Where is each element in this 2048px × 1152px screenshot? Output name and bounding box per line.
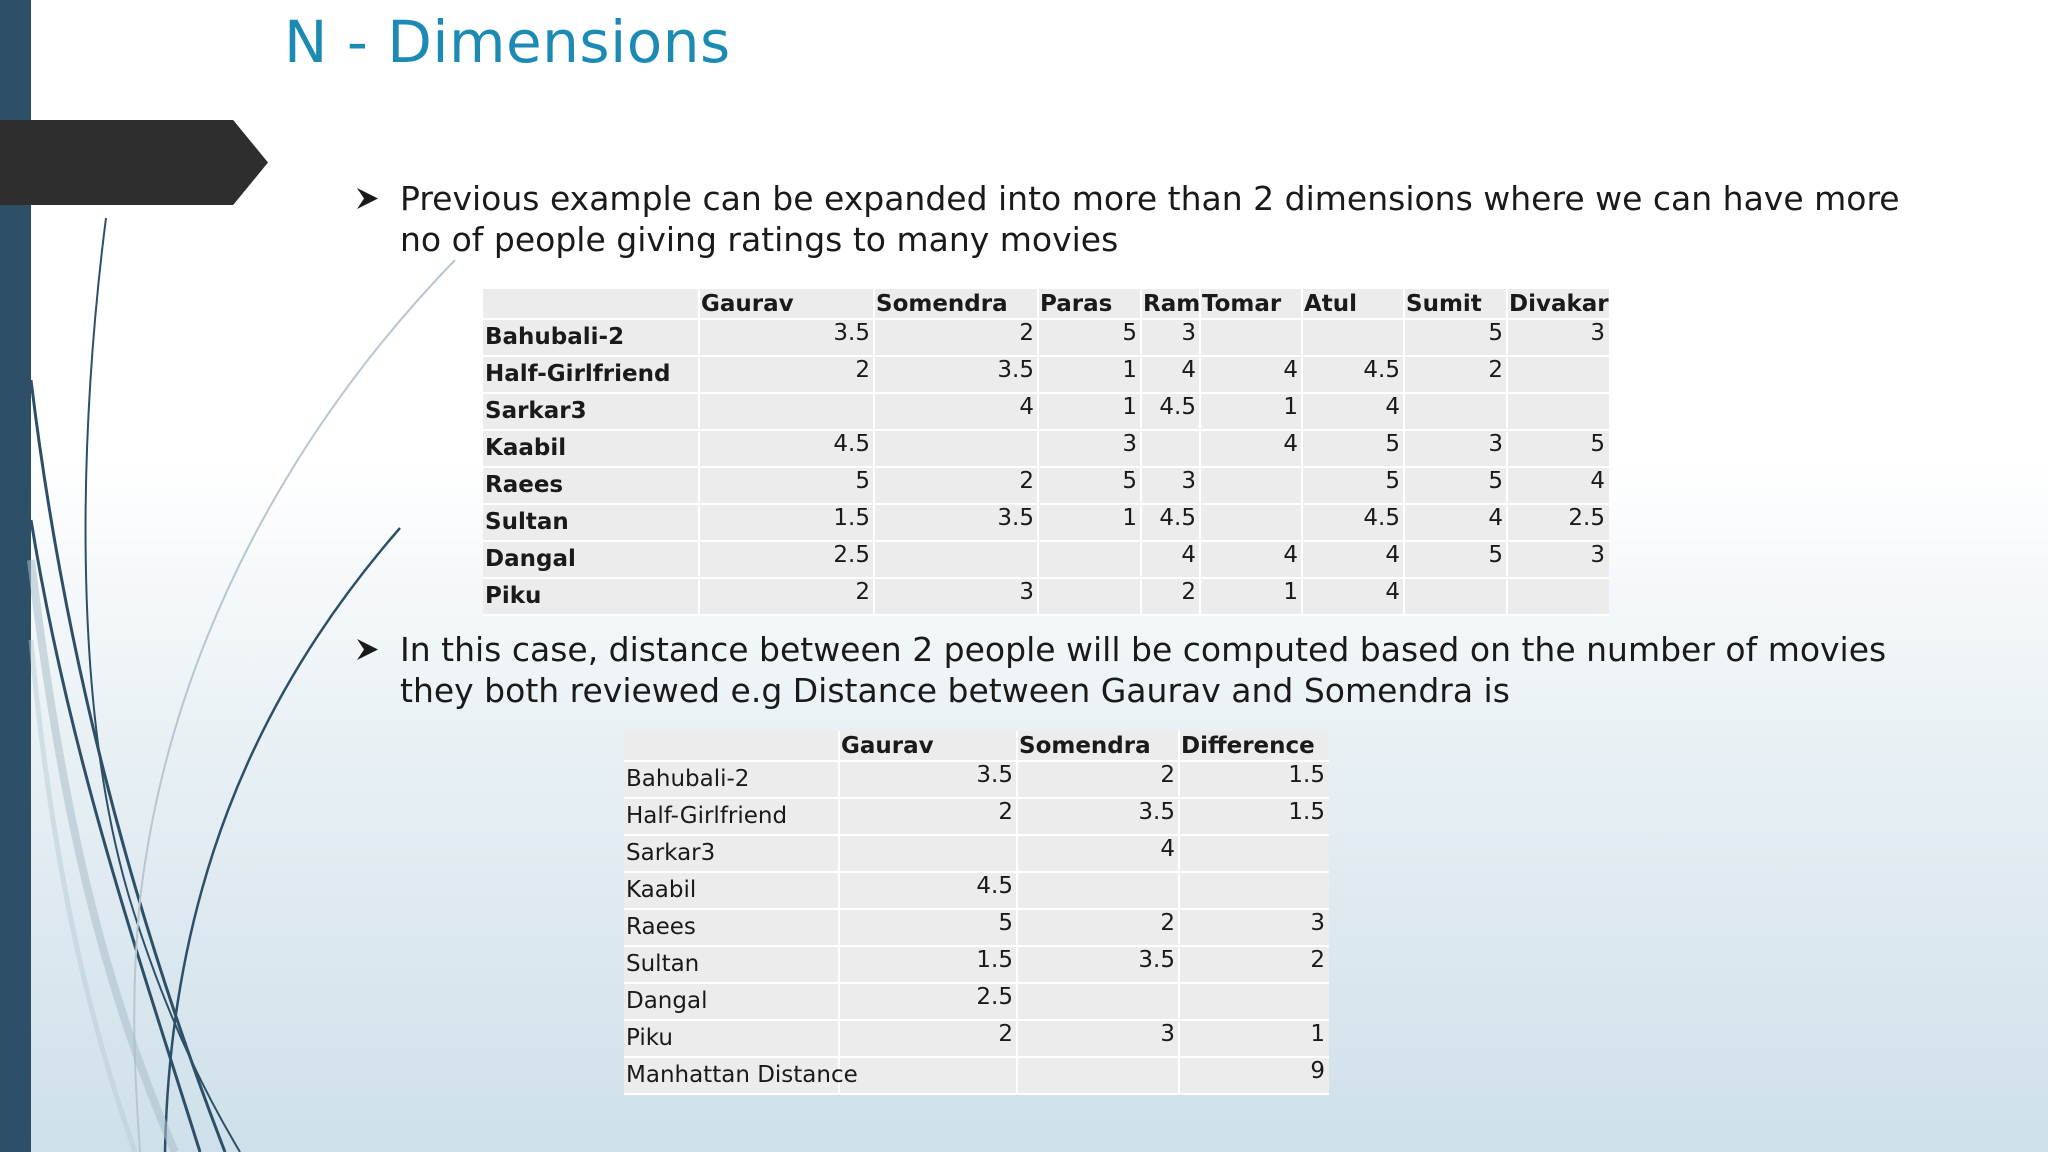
table-cell: 4	[1283, 357, 1298, 383]
table-cell: 1	[1283, 394, 1298, 420]
table-cell: 1.5	[1288, 799, 1325, 825]
table-cell: 9	[1310, 1058, 1325, 1084]
table-cell: 3.5	[976, 762, 1013, 788]
table-cell: 2.5	[833, 542, 870, 568]
ratings-table	[483, 289, 1609, 615]
table-cell: 1.5	[833, 505, 870, 531]
row-label: Sarkar3	[626, 840, 716, 866]
row-label: Sarkar3	[485, 398, 587, 424]
table-cell: 3	[1181, 468, 1196, 494]
table-cell: 3.5	[997, 505, 1034, 531]
table-cell: 1	[1310, 1021, 1325, 1047]
row-label: Dangal	[626, 988, 708, 1014]
column-header: Divakar	[1509, 291, 1609, 317]
column-header: Difference	[1181, 733, 1315, 759]
table-cell: 2	[1488, 357, 1503, 383]
row-label: Piku	[485, 583, 542, 609]
table-cell: 4	[1019, 394, 1034, 420]
table-cell: 2	[855, 357, 870, 383]
table-cell: 2	[855, 579, 870, 605]
table-cell: 3	[1181, 320, 1196, 346]
table-cell: 4	[1385, 542, 1400, 568]
table-cell: 4	[1385, 579, 1400, 605]
table-cell: 4	[1488, 505, 1503, 531]
table-cell: 1	[1122, 357, 1137, 383]
column-header: Paras	[1040, 291, 1113, 317]
column-header: Tomar	[1202, 291, 1282, 317]
row-label: Dangal	[485, 546, 576, 572]
table-cell: 4.5	[1363, 357, 1400, 383]
table-cell: 1.5	[976, 947, 1013, 973]
table-cell: 4	[1181, 357, 1196, 383]
table-cell: 3	[1488, 431, 1503, 457]
table-cell: 2	[998, 1021, 1013, 1047]
table-cell: 5	[1385, 468, 1400, 494]
table-cell: 4	[1283, 431, 1298, 457]
row-label: Sultan	[485, 509, 569, 535]
table-cell: 1	[1283, 579, 1298, 605]
table-cell: 2	[1160, 762, 1175, 788]
column-header: Gaurav	[701, 291, 794, 317]
column-header: Somendra	[876, 291, 1008, 317]
table-cell: 5	[1122, 468, 1137, 494]
table-cell: 3	[1122, 431, 1137, 457]
table-cell: 4.5	[1363, 505, 1400, 531]
distance-table	[624, 731, 1329, 1094]
table-cell: 2.5	[976, 984, 1013, 1010]
bullet-text-2: In this case, distance between 2 people will be computed based on the number of movies they both reviewed e.g Distance between Gaurav and Somendra is	[400, 630, 1887, 710]
table-cell: 1	[1122, 394, 1137, 420]
table-cell: 4.5	[833, 431, 870, 457]
table-grid-line	[483, 577, 1609, 579]
column-header: Sumit	[1406, 291, 1482, 317]
table-cell: 5	[1122, 320, 1137, 346]
table-cell: 4.5	[976, 873, 1013, 899]
row-label: Raees	[485, 472, 564, 498]
table-cell: 3	[1160, 1021, 1175, 1047]
row-label: Half-Girlfriend	[485, 361, 671, 387]
table-cell: 4	[1590, 468, 1605, 494]
row-label: Manhattan Distance	[626, 1062, 858, 1088]
column-header: Ram	[1143, 291, 1201, 317]
row-label: Piku	[626, 1025, 673, 1051]
table-cell: 3.5	[833, 320, 870, 346]
row-label: Half-Girlfriend	[626, 803, 788, 829]
table-cell: 4	[1385, 394, 1400, 420]
bullet-text-1: Previous example can be expanded into more than 2 dimensions where we can have more no of people giving ratings to many movies	[400, 179, 1900, 259]
table-cell: 3	[1590, 320, 1605, 346]
title-chevron-shape	[0, 120, 268, 205]
arrow-bullet-icon	[354, 629, 382, 670]
table-cell: 5	[1385, 431, 1400, 457]
table-cell: 2	[1019, 468, 1034, 494]
table-cell: 3.5	[997, 357, 1034, 383]
row-label: Kaabil	[485, 435, 567, 461]
table-cell: 1	[1122, 505, 1137, 531]
table-cell: 3.5	[1138, 799, 1175, 825]
table-cell: 3	[1310, 910, 1325, 936]
table-cell: 2.5	[1568, 505, 1605, 531]
table-cell: 3	[1019, 579, 1034, 605]
table-cell: 5	[855, 468, 870, 494]
table-cell: 2	[1160, 910, 1175, 936]
row-label: Raees	[626, 914, 696, 940]
arrow-bullet-icon	[354, 178, 382, 219]
slide-title: N - Dimensions	[284, 8, 731, 76]
row-label: Sultan	[626, 951, 700, 977]
table-cell: 5	[1590, 431, 1605, 457]
table-cell: 5	[1488, 468, 1503, 494]
table-cell: 5	[1488, 542, 1503, 568]
row-label: Kaabil	[626, 877, 697, 903]
table-cell: 4.5	[1159, 394, 1196, 420]
table-cell: 5	[1488, 320, 1503, 346]
table-cell: 3.5	[1138, 947, 1175, 973]
column-header: Atul	[1304, 291, 1358, 317]
table-cell: 3	[1590, 542, 1605, 568]
table-cell: 4	[1283, 542, 1298, 568]
table-cell: 4.5	[1159, 505, 1196, 531]
table-cell: 1.5	[1288, 762, 1325, 788]
table-cell: 2	[998, 799, 1013, 825]
row-label: Bahubali-2	[626, 766, 750, 792]
table-cell: 2	[1019, 320, 1034, 346]
table-cell: 4	[1160, 836, 1175, 862]
table-cell: 4	[1181, 542, 1196, 568]
table-cell: 5	[998, 910, 1013, 936]
table-grid-line	[483, 614, 1609, 616]
column-header: Gaurav	[841, 733, 934, 759]
table-cell: 2	[1181, 579, 1196, 605]
row-label: Bahubali-2	[485, 324, 625, 350]
column-header: Somendra	[1019, 733, 1151, 759]
table-cell: 2	[1310, 947, 1325, 973]
